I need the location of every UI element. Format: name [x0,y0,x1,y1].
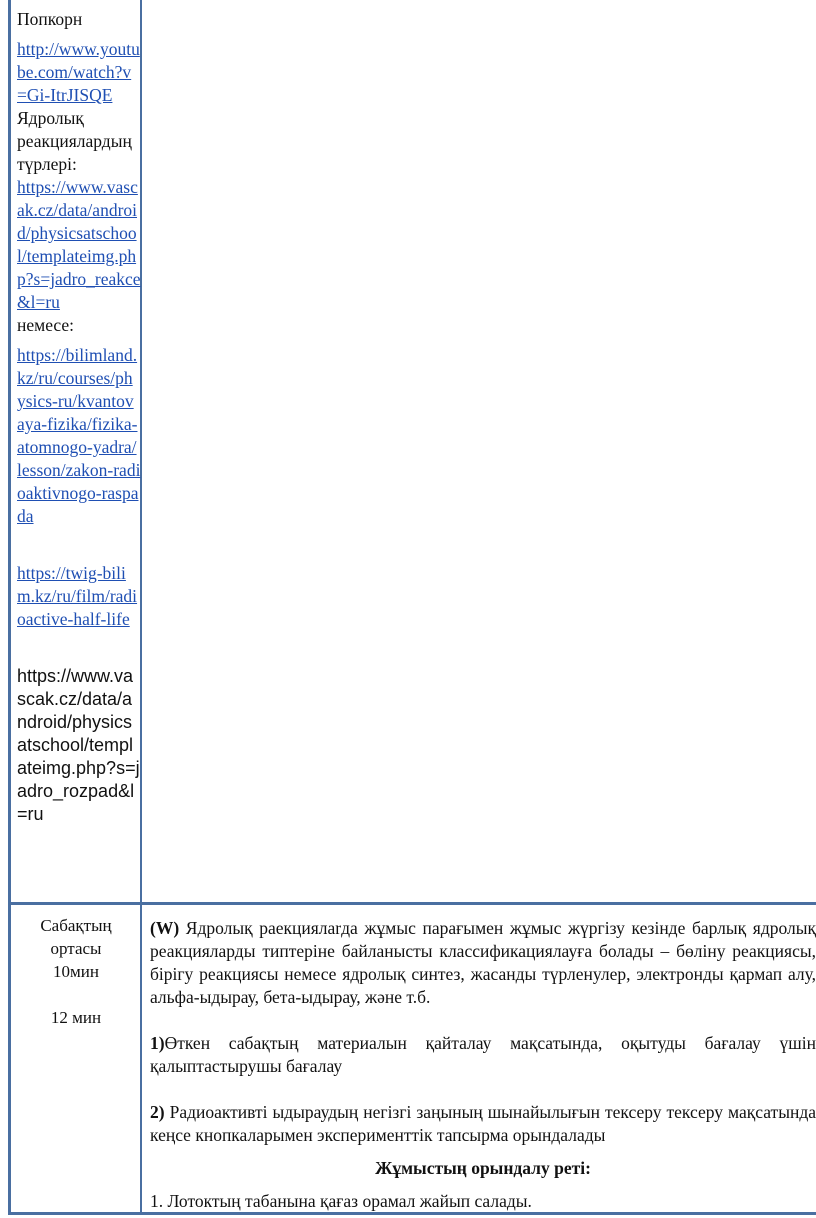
reactions-label: Ядролық реакциялардың түрлері: [17,108,132,174]
procedure-step-1: 1. Лотоктың табанына қағаз орамал жайып салады. [150,1191,532,1211]
item-1-label: 1) [150,1033,165,1053]
bilimland-link[interactable]: https://bilimland.kz/ru/courses/physics-ru/kvantovaya-fizika/fizika-atomnogo-yadra/lesson/zakon-radioaktivnogo-raspada [17,345,141,526]
stage-time-2: 12 мин [50,1008,102,1027]
resources-column [17,8,141,826]
w-paragraph [150,917,816,1009]
item-2-label: 2) [150,1102,165,1122]
item-2-paragraph [150,1101,816,1147]
resource-title: Попкорн [17,9,83,29]
stage-label-line1: Сабақтың [40,916,112,935]
stage-label-line2: ортасы [50,939,102,958]
table-border-left [8,0,11,1214]
w-label: (W) [150,918,180,938]
w-text: Ядролық раекциялarда жұмыс парағымен жұмыс жүргізу кезінде барлық ядролық реакцияларды типтеріне байланысты классификациялауға болады – бөліну реакциясы, бірігу реакциясы немесе ядролық синтез, жасанды түрленулер, электронды қармап алу, альфа-ыдырау, бета-ыдырау, және т.б. [150,918,816,1007]
item-1-text: Өткен сабақтың материалын қайталау мақсатында, оқытуды бағалау үшін қалыптастырушы бағалау [150,1033,816,1076]
or-label: немесе: [17,315,75,335]
stage-time-1: 10мин [53,962,99,981]
table-row-divider [8,902,816,905]
vascak-reaction-link[interactable]: https://www.vascak.cz/data/android/physicsatschool/templateimg.php?s=jadro_reakce&l=ru [17,177,141,312]
lesson-content-cell [150,917,816,1213]
procedure-title: Жұмыстың орындалу реті: [375,1158,591,1178]
item-1-paragraph [150,1032,816,1078]
twig-bilim-link[interactable]: https://twig-bilim.kz/ru/film/radioactive-half-life [17,563,138,629]
lesson-stage-cell [12,914,140,1029]
youtube-link[interactable]: http://www.youtube.com/watch?v=Gi-ItrJISQE [17,39,140,105]
item-2-text: Радиоактивті ыдыраудың негізгі заңының шынайылығын тексеру тексеру мақсатында кеңсе кнопкаларымен эксперименттік тапсырма орындалады [150,1102,816,1145]
vascak-decay-url: https://www.vascak.cz/data/android/physicsatschool/templateimg.php?s=jadro_rozpad&l=ru [17,666,140,824]
